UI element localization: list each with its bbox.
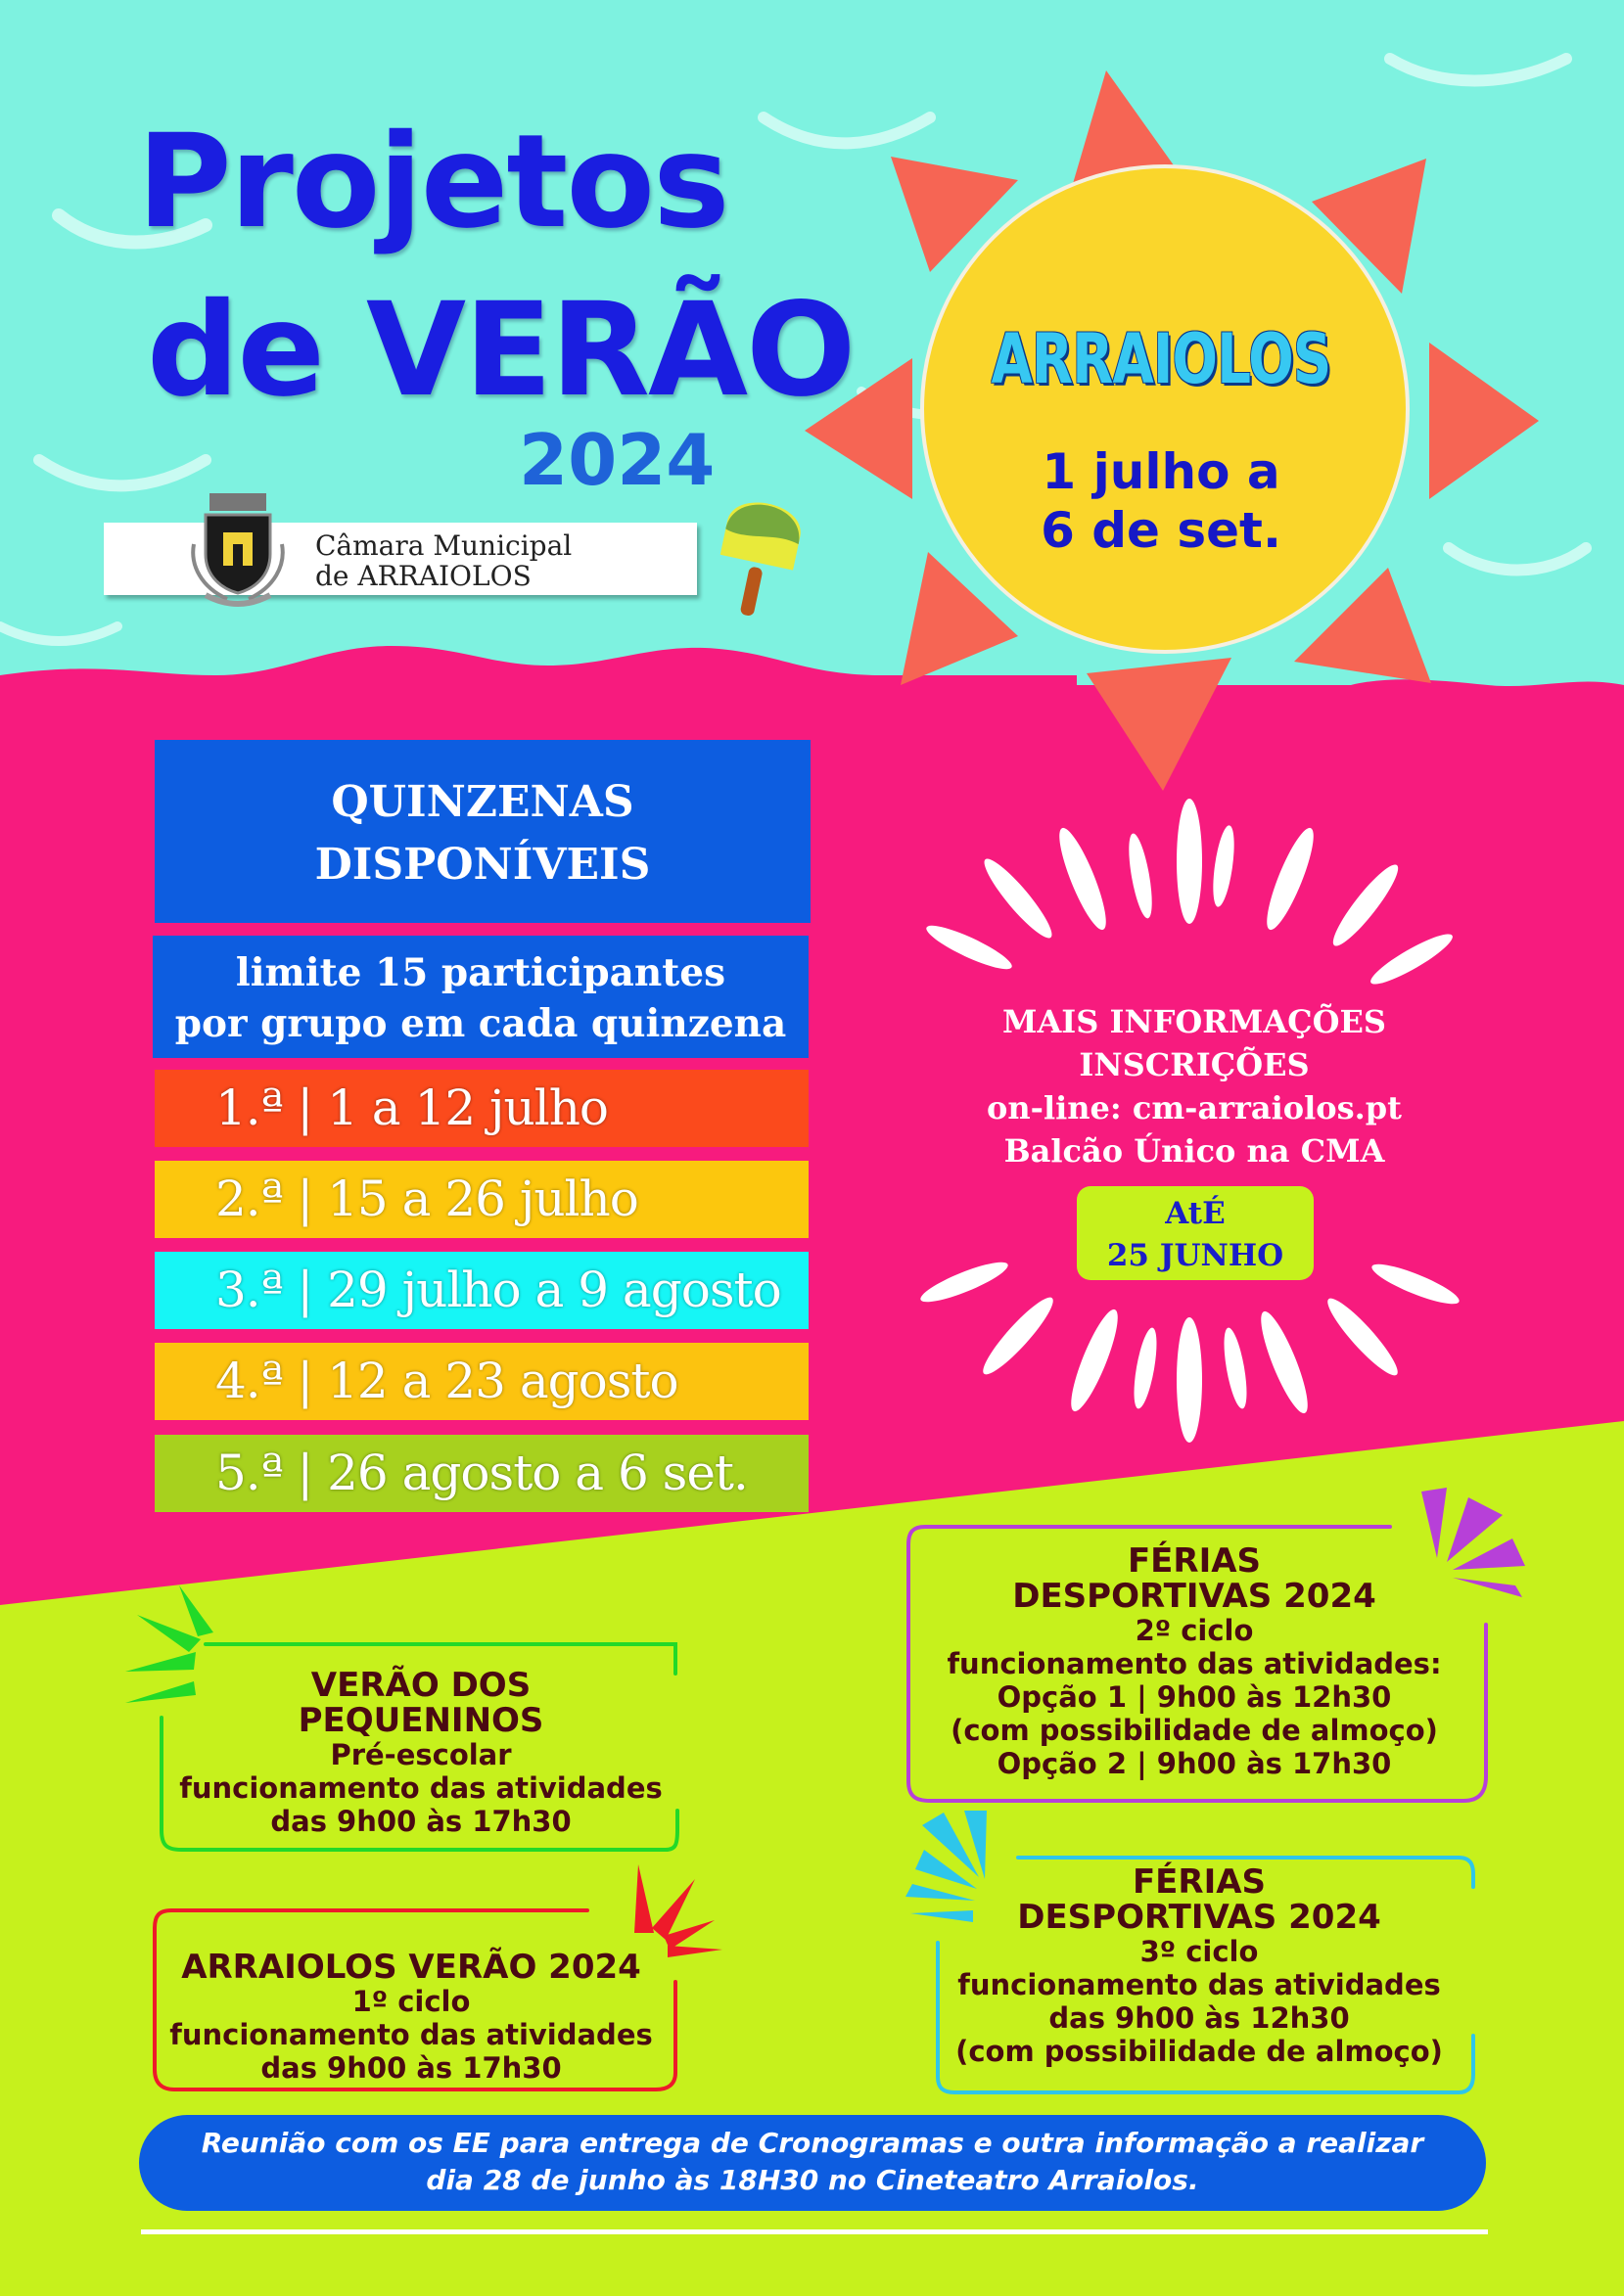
info-line-1: MAIS INFORMAÇÕES [1002,1003,1386,1040]
program-title-line-2: DESPORTIVAS 2024 [1017,1898,1381,1937]
municipal-crest-icon [188,493,288,611]
meeting-banner [139,2115,1486,2211]
program-arraiolos-verao [147,1950,675,2085]
program-detail-3: das 9h00 às 12h30 [1048,2001,1350,2035]
quinzenas-heading [155,740,811,923]
quinzenas-heading-line-2: DISPONÍVEIS [314,840,651,890]
program-detail-5: Opção 2 | 9h00 às 17h30 [997,1747,1392,1780]
program-title-line-1: FÉRIAS [1132,1862,1267,1902]
participants-limit [153,936,809,1058]
program-detail-1: 1º ciclo [351,1985,471,2018]
program-title: ARRAIOLOS VERÃO 2024 [181,1948,641,1987]
title-line-1: Projetos [137,107,728,257]
program-detail-2: funcionamento das atividades [169,2018,653,2051]
quinzenas-heading-line-1: QUINZENAS [331,777,634,827]
info-line-3: on-line: cm-arraiolos.pt [987,1089,1402,1126]
program-detail-1: 3º ciclo [1139,1935,1259,1968]
participants-limit-line-2: por grupo em cada quinzena [174,1001,787,1046]
meeting-line-2: dia 28 de junho às 18H30 no Cineteatro Arraiolos. [426,2164,1199,2196]
quinzena-row-2: 2.ª | 15 a 26 julho [155,1161,809,1238]
program-title-line-2: PEQUENINOS [298,1701,544,1740]
program-detail-1: Pré-escolar [330,1738,512,1771]
info-line-2: INSCRIÇÕES [1079,1046,1310,1083]
sun-dates: 1 julho a 6 de set. [1041,443,1281,559]
program-detail-4: (com possibilidade de almoço) [951,1714,1438,1747]
municipality-name-line-1: Câmara Municipal [315,529,573,562]
municipality-name [315,530,572,591]
municipality-name-line-2: de ARRAIOLOS [315,560,532,592]
footer-divider [141,2229,1488,2234]
program-detail-3: Opção 1 | 9h00 às 12h30 [997,1680,1392,1714]
program-ferias-2ciclo [920,1543,1468,1780]
program-title-line-1: FÉRIAS [1127,1541,1262,1581]
deadline-badge [1077,1186,1314,1280]
program-detail-2: funcionamento das atividades [957,1968,1441,2001]
quinzena-row-3: 3.ª | 29 julho a 9 agosto [155,1252,809,1329]
program-title-line-2: DESPORTIVAS 2024 [1012,1577,1376,1616]
program-detail-3: das 9h00 às 17h30 [270,1805,572,1838]
municipality-box [104,523,697,595]
deadline-line-2: 25 JUNHO [1106,1238,1284,1273]
info-line-4: Balcão Único na CMA [1003,1132,1385,1170]
title-line-2: de VERÃO [147,275,855,426]
program-detail-4: (com possibilidade de almoço) [955,2035,1443,2068]
quinzena-row-5: 5.ª | 26 agosto a 6 set. [155,1435,809,1512]
program-detail-2: funcionamento das atividades [179,1771,663,1805]
program-verao-pequeninos [157,1668,685,1838]
program-detail-3: das 9h00 às 17h30 [260,2051,562,2085]
quinzena-row-1: 1.ª | 1 a 12 julho [155,1070,809,1147]
title-year: 2024 [519,419,716,501]
program-detail-2: funcionamento das atividades: [947,1647,1442,1680]
program-detail-1: 2º ciclo [1135,1614,1254,1647]
quinzena-row-4: 4.ª | 12 a 23 agosto [155,1343,809,1420]
deadline-line-1: AtÉ [1165,1196,1226,1231]
program-title-line-1: VERÃO DOS [310,1666,532,1705]
program-ferias-3ciclo [935,1864,1463,2068]
sun-place: ARRAIOLOS [991,319,1331,399]
participants-limit-line-1: limite 15 participantes [235,950,726,995]
registration-info [940,1000,1449,1172]
meeting-line-1: Reunião com os EE para entrega de Cronogramas e outra informação a realizar [201,2127,1424,2159]
